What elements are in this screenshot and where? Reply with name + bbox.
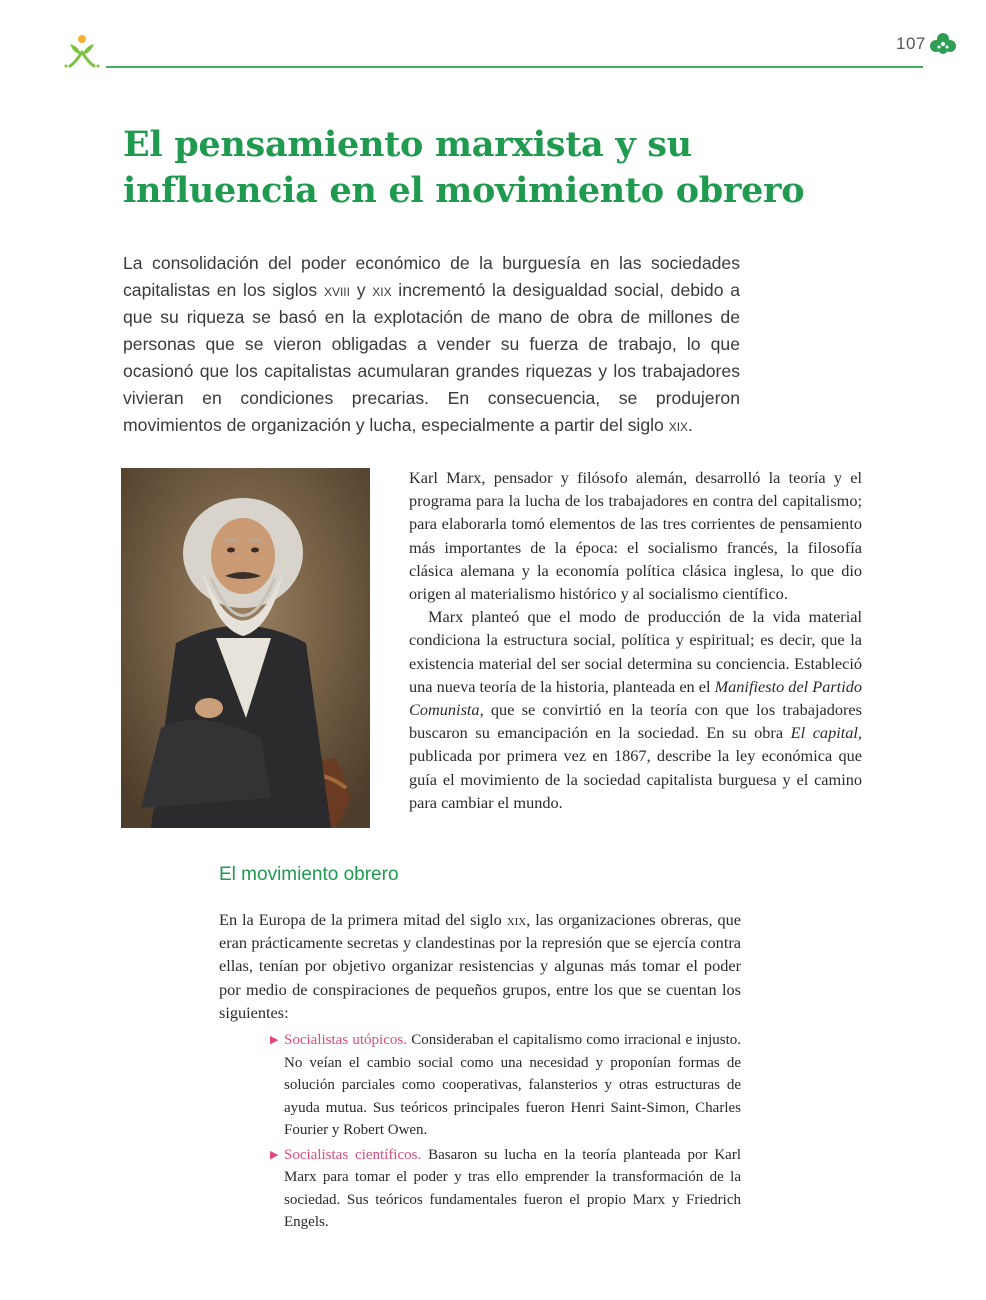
movement-text-a: En la Europa de la primera mitad del siglo — [219, 910, 507, 929]
triangle-bullet-icon: ▶ — [270, 1034, 279, 1046]
movement-paragraph — [219, 908, 741, 1024]
movement-text-b: , las organizaciones obreras, que eran prácticamente secretas y clandestinas por la represión que se ejercía contra ellas, tenían por objetivo organizar resistencias y algunas más tomar el poder por medio de conspiraciones de pequeños grupos, entre los que se cuentan los siguientes: — [219, 910, 742, 1022]
publisher-logo-icon — [60, 32, 104, 72]
intro-text-b: incrementó la desigualdad social, debido a que su riqueza se basó en la explotación de mano de obra de millones de personas que se vieron obligadas a vender su fuerza de trabajo, lo que ocasionó que los capitalistas acumularan grandes riquezas y los trabajadores vivieran en condiciones precarias. En consecuencia, se produjeron movimientos de organización y lucha, especialmente a partir del siglo — [123, 280, 741, 435]
p2-text-b: que se convirtió en la teoría con que los trabajadores buscaron su emancipación en la sociedad. En su obra — [409, 700, 862, 743]
century-18: xviii — [323, 280, 350, 300]
bullet-title-cientificos: Socialistas científicos. — [284, 1146, 422, 1163]
intro-and: y — [349, 280, 373, 300]
bullet-title-utopicos: Socialistas utópicos. — [284, 1032, 407, 1048]
section-heading: El movimiento obrero — [219, 864, 399, 885]
century-19-b: xix — [668, 415, 689, 435]
marx-paragraph-2 — [409, 605, 862, 814]
intro-paragraph — [123, 250, 740, 439]
marx-paragraph-1: Karl Marx, pensador y filósofo alemán, desarrolló la teoría y el programa para la lucha de los trabajadores en contra del capitalismo; para elaborarla tomó elementos de las tres corrientes de pensamiento más importantes de la época: el socialismo francés, la filosofía clásica alemana y la economía política clásica inglesa, lo que dio origen al materialismo histórico y al socialismo científico. — [409, 468, 862, 604]
triangle-bullet-icon: ▶ — [270, 1148, 279, 1161]
century-19: xix — [372, 280, 392, 300]
karl-marx-portrait — [121, 468, 370, 828]
p2-text-c: publicada por primera vez en 1867, describe la ley económica que guía el movimiento de la sociedad capitalista burguesa y el camino para cambiar el mundo. — [409, 746, 862, 812]
list-item — [270, 1029, 741, 1142]
page-number: 107 — [896, 34, 926, 53]
title-line-2: influencia en el movimiento obrero — [123, 170, 805, 211]
page-title — [123, 122, 843, 214]
socialist-list — [270, 1029, 741, 1236]
intro-text-c: . — [688, 415, 693, 435]
bullet-text-utopicos: Consideraban el capitalismo como irracional e injusto. No veían el cambio social como una necesidad y proponían formas de solución parciales como cooperativas, falansterios y otras estructuras de ayuda mutua. Sus teóricos principales fueron Henri Saint-Simon, Charles Fourier y Robert Owen. — [284, 1032, 741, 1138]
intro-text-a: La consolidación del poder económico de la burguesía en las sociedades capitalistas en los siglos — [123, 253, 740, 300]
title-line-1: El pensamiento marxista y su — [123, 124, 692, 165]
century-19-c: xix — [506, 910, 527, 929]
header-rule — [106, 66, 923, 68]
manifesto-title: Manifiesto del Partido Comunista, — [409, 676, 863, 720]
list-item — [270, 1144, 741, 1234]
p2-text-a: Marx planteó que el modo de producción de la vida material condiciona la estructura social, política y espiritual; es decir, que la existencia material del ser social determina su conciencia. Estableció una nueva teoría de la historia, planteada en el — [409, 607, 862, 696]
marx-text-column — [409, 466, 862, 814]
el-capital-title: El capital, — [790, 723, 862, 743]
bullet-text-cientificos: Basaron su lucha en la teoría planteada por Karl Marx para tomar el poder y tras ello emprender la transformación de la sociedad. Sus teóricos fundamentales fueron el propio Marx y Friedrich Engels. — [284, 1146, 742, 1230]
clover-icon — [929, 32, 957, 58]
